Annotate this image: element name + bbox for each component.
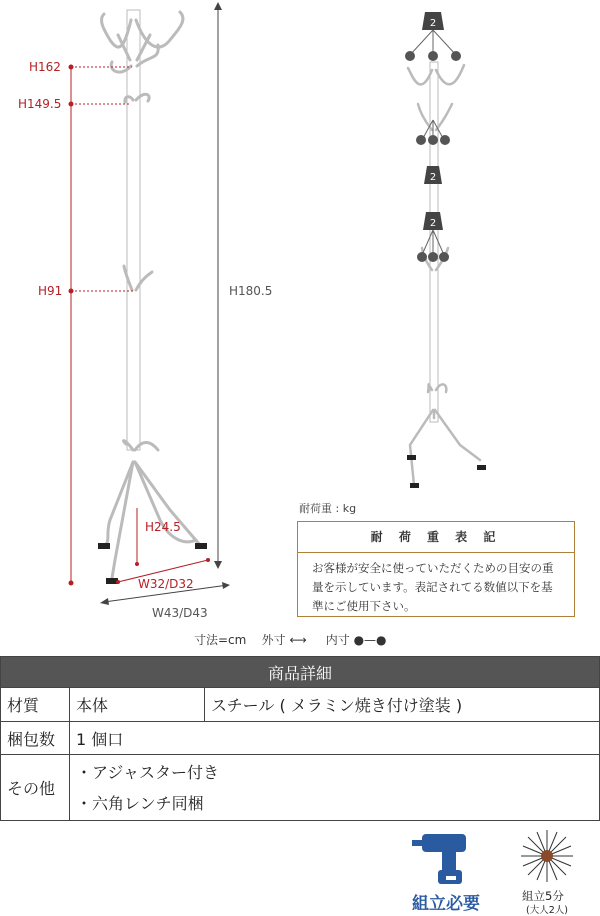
- other-label: その他: [1, 755, 70, 821]
- dimension-unit: 寸法=cm: [194, 633, 247, 647]
- inner-size-label: 内寸: [325, 633, 350, 647]
- material-part: 本体: [70, 688, 205, 722]
- drill-icon: [410, 830, 480, 888]
- product-details-header: 商品詳細: [1, 657, 600, 688]
- material-label: 材質: [1, 688, 70, 722]
- other-values: [70, 755, 600, 821]
- weight-label-3: 2: [429, 218, 437, 229]
- assembly-time-icon: [519, 828, 575, 884]
- material-value: スチール ( メラミン焼き付け塗装 ): [205, 688, 600, 722]
- weight-label-2: 2: [429, 172, 437, 183]
- load-capacity-notice-box: [297, 521, 575, 617]
- inner-dot-line-icon: ●—●: [353, 633, 387, 647]
- coat-stand-dimension-drawing: [0, 0, 290, 630]
- dim-h24-5: H24.5: [145, 520, 181, 534]
- assembly-time-label: 組立5分: [522, 889, 564, 903]
- load-capacity-notice-text: お客様が安全に使っていただくための目安の重量を示しています。表記されてる数値以下を基準にご使用下さい。: [312, 561, 554, 613]
- dim-w32: W32/D32: [138, 577, 194, 591]
- assembly-required-label: 組立必要: [412, 894, 480, 914]
- outer-arrow-icon: ⟷: [289, 633, 307, 647]
- package-count-value: 1 個口: [70, 722, 600, 755]
- outer-size-label: 外寸: [261, 633, 286, 647]
- weight-label-1: 2: [429, 18, 437, 29]
- dim-w43: W43/D43: [152, 606, 208, 620]
- assembly-people-label: (大人2人): [526, 905, 568, 916]
- other-item-hex-wrench: ・六角レンチ同梱: [76, 793, 204, 813]
- other-item-adjuster: ・アジャスター付き: [76, 762, 220, 782]
- load-capacity-unit-label: 耐荷重 : kg: [299, 502, 357, 515]
- product-details-table: [0, 656, 600, 821]
- load-capacity-diagram: [390, 0, 500, 495]
- dim-h162: H162: [29, 60, 61, 74]
- dim-h149-5: H149.5: [18, 97, 62, 111]
- dimension-legend: [194, 631, 387, 648]
- dim-h180-5: H180.5: [229, 284, 273, 298]
- package-count-label: 梱包数: [1, 722, 70, 755]
- dim-h91: H91: [38, 284, 63, 298]
- load-capacity-notice-title: 耐 荷 重 表 記: [298, 522, 574, 553]
